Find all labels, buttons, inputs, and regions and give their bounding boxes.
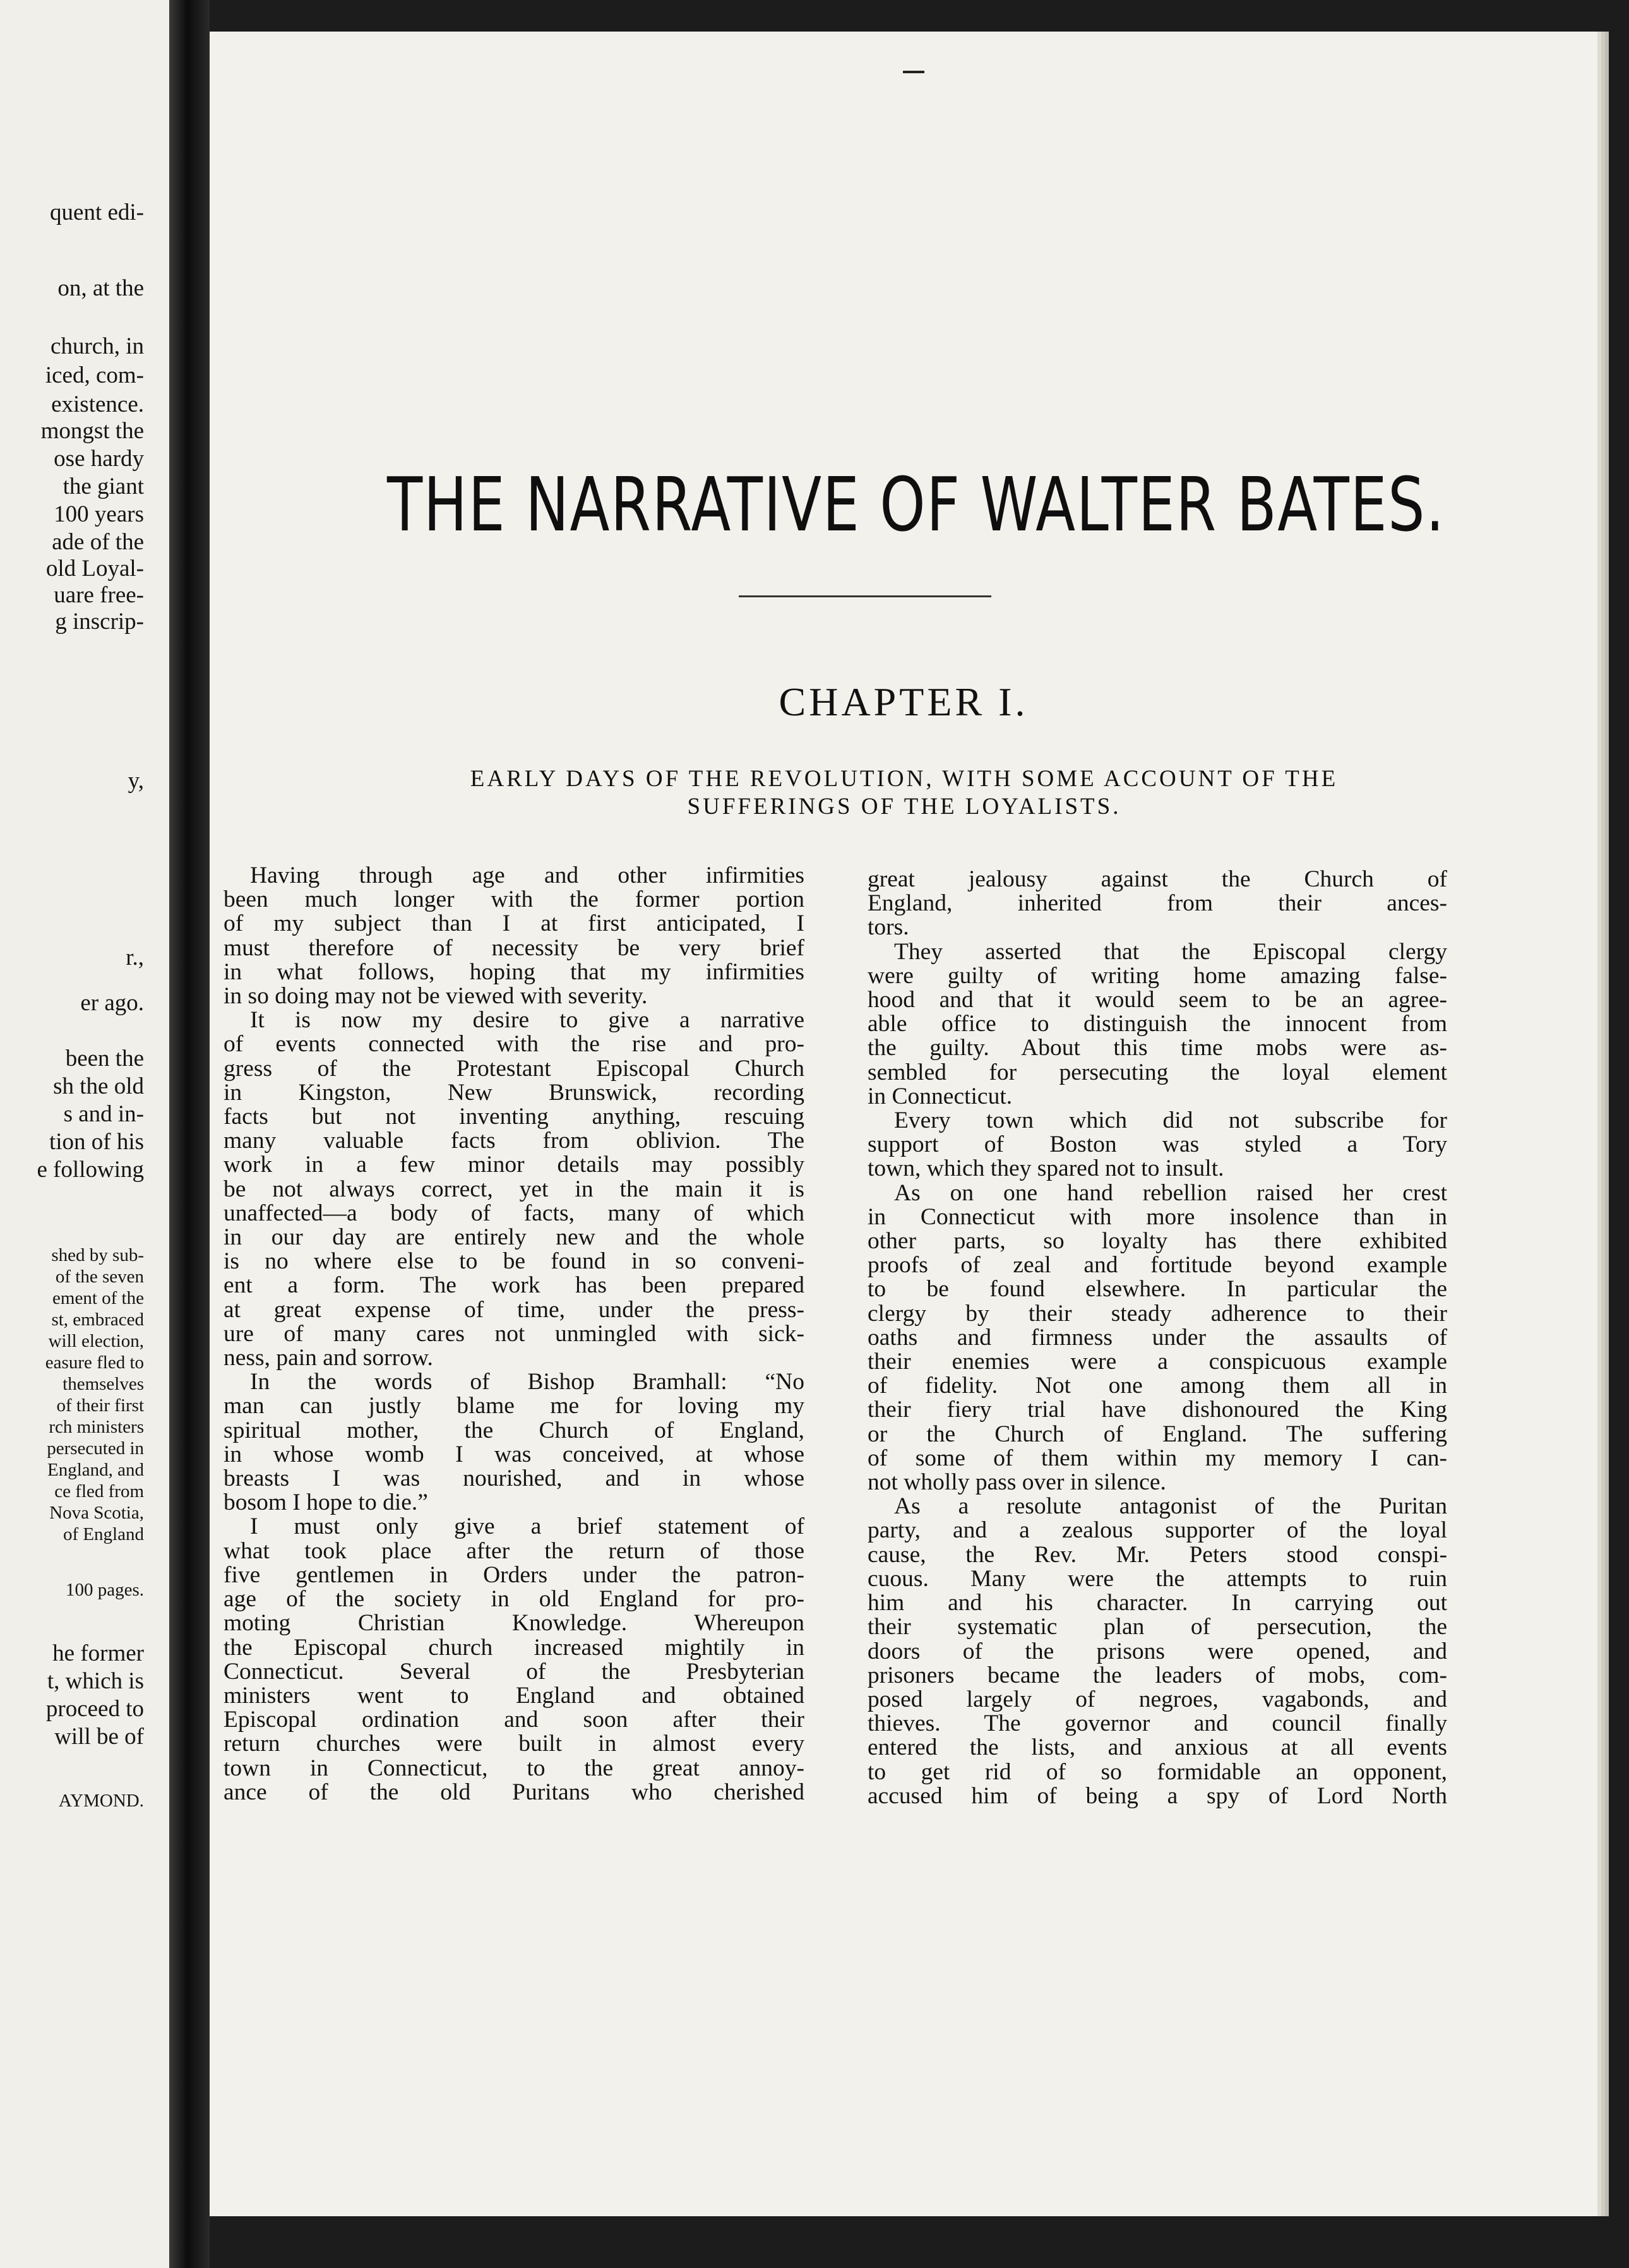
facing-page-line: mongst the: [40, 418, 144, 444]
facing-page-line: y,: [128, 768, 144, 794]
facing-page-line: England, and: [47, 1460, 144, 1480]
facing-page-line: 100 pages.: [65, 1580, 144, 1600]
column-text-line: other parts, so loyalty has there exhibited: [868, 1228, 1447, 1255]
column-text-line: prisoners became the leaders of mobs, com-: [868, 1662, 1447, 1688]
column-text-line: their enemies were a conspicuous example: [868, 1349, 1447, 1375]
column-text-line: man can justly blame me for loving my: [224, 1393, 804, 1419]
facing-page-line: ce fled from: [54, 1481, 144, 1501]
facing-page-line: been the: [65, 1046, 144, 1071]
book-binding-gutter: [169, 0, 210, 2268]
column-text-line: of my subject than I at first anticipated, I: [224, 910, 804, 937]
facing-page-line: g inscrip-: [55, 609, 144, 635]
column-text-line: oaths and firmness under the assaults of: [868, 1324, 1447, 1351]
title-divider: [739, 595, 991, 597]
column-text-line: support of Boston was styled a Tory: [868, 1131, 1447, 1158]
column-text-line: in our day are entirely new and the whole: [224, 1224, 804, 1251]
facing-page-line: AYMOND.: [58, 1791, 144, 1811]
column-text-line: of events connected with the rise and pro-: [224, 1031, 804, 1058]
chapter-heading: CHAPTER I.: [779, 679, 1029, 724]
column-text-line: in so doing may not be viewed with severity.: [224, 983, 648, 1010]
facing-page-line: shed by sub-: [51, 1245, 144, 1265]
facing-page-line: he former: [52, 1640, 144, 1666]
facing-page-line: ade of the: [52, 529, 144, 555]
column-text-line: ness, pain and sorrow.: [224, 1345, 433, 1371]
chapter-subtitle-line-1: EARLY DAYS OF THE REVOLUTION, WITH SOME ACCOUNT OF THE: [470, 766, 1339, 792]
column-text-line: been much longer with the former portion: [224, 886, 804, 913]
facing-page-line: Nova Scotia,: [49, 1503, 144, 1523]
column-text-line: breasts I was nourished, and in whose: [224, 1465, 804, 1492]
column-text-line: to be found elsewhere. In particular the: [868, 1276, 1447, 1303]
column-text-line: what took place after the return of those: [224, 1537, 804, 1564]
column-text-line: moting Christian Knowledge. Whereupon: [224, 1610, 804, 1637]
column-text-line: bosom I hope to die.”: [224, 1489, 428, 1516]
column-text-line: to get rid of so formidable an opponent,: [868, 1758, 1447, 1785]
facing-page-line: of the seven: [55, 1267, 144, 1287]
facing-page-line: themselves: [63, 1374, 144, 1394]
facing-page-line: existence.: [51, 391, 144, 417]
column-text-line: were guilty of writing home amazing false-: [868, 962, 1447, 989]
facing-page-line: old Loyal-: [45, 556, 144, 582]
text-column-left: [224, 864, 804, 1805]
book-page: [210, 32, 1597, 2216]
column-text-line: It is now my desire to give a narrative: [250, 1007, 804, 1034]
facing-page-fragment: [0, 0, 169, 2268]
column-text-line: the guilty. About this time mobs were as-: [868, 1035, 1447, 1061]
column-text-line: doors of the prisons were opened, and: [868, 1638, 1447, 1664]
column-text-line: posed largely of negroes, vagabonds, and: [868, 1686, 1447, 1712]
facing-page-line: easure fled to: [45, 1352, 144, 1373]
column-text-line: be not always correct, yet in the main it is: [224, 1176, 804, 1202]
facing-page-line: church, in: [51, 333, 144, 359]
column-text-line: in Connecticut.: [868, 1083, 1013, 1109]
facing-page-line: ement of the: [52, 1288, 144, 1308]
column-text-line: entered the lists, and anxious at all events: [868, 1734, 1447, 1761]
column-text-line: Every town which did not subscribe for: [894, 1107, 1447, 1134]
column-text-line: him and his character. In carrying out: [868, 1590, 1447, 1616]
column-text-line: of fidelity. Not one among them all in: [868, 1373, 1447, 1399]
column-text-line: accused him of being a spy of Lord North: [868, 1782, 1447, 1809]
column-text-line: proofs of zeal and fortitude beyond example: [868, 1252, 1447, 1279]
column-text-line: sembled for persecuting the loyal element: [868, 1059, 1447, 1085]
column-text-line: cause, the Rev. Mr. Peters stood conspi-: [868, 1541, 1447, 1568]
facing-page-line: quent edi-: [50, 200, 144, 225]
column-text-line: They asserted that the Episcopal clergy: [894, 938, 1447, 965]
column-text-line: In the words of Bishop Bramhall: “No: [250, 1369, 804, 1395]
text-column-right: [868, 868, 1447, 1808]
column-text-line: ent a form. The work has been prepared: [224, 1272, 804, 1299]
column-text-line: England, inherited from their ances-: [868, 890, 1447, 917]
facing-page-line: of their first: [56, 1395, 144, 1416]
column-text-line: party, and a zealous supporter of the loyal: [868, 1517, 1447, 1544]
chapter-subtitle: [273, 765, 1536, 821]
facing-page-line: r.,: [126, 945, 144, 970]
facing-page-line: st, embraced: [51, 1310, 144, 1330]
column-text-line: work in a few minor details may possibly: [224, 1152, 804, 1178]
column-text-line: hood and that it would seem to be an agree-: [868, 987, 1447, 1013]
facing-page-line: on, at the: [57, 275, 144, 301]
facing-page-line: will be of: [54, 1724, 144, 1750]
page-title: THE NARRATIVE OF WALTER BATES.: [387, 461, 1445, 548]
facing-page-line: rch ministers: [49, 1417, 144, 1437]
column-text-line: facts but not inventing anything, rescuing: [224, 1104, 804, 1130]
column-text-line: great jealousy against the Church of: [868, 866, 1447, 892]
facing-page-line: 100 years: [54, 501, 144, 527]
facing-page-line: sh the old: [53, 1073, 144, 1099]
chapter-subtitle-line-2: SUFFERINGS OF THE LOYALISTS.: [687, 794, 1121, 820]
column-text-line: of some of them within my memory I can-: [868, 1445, 1447, 1471]
column-text-line: able office to distinguish the innocent from: [868, 1011, 1447, 1037]
column-text-line: ministers went to England and obtained: [224, 1682, 804, 1709]
facing-page-line: er ago.: [80, 990, 144, 1016]
column-text-line: Episcopal ordination and soon after their: [224, 1707, 804, 1733]
column-text-line: in Connecticut with more insolence than in: [868, 1203, 1447, 1230]
column-text-line: the Episcopal church increased mightily in: [224, 1634, 804, 1661]
facing-page-line: iced, com-: [45, 362, 144, 388]
column-text-line: at great expense of time, under the press-: [224, 1296, 804, 1323]
column-text-line: in whose womb I was conceived, at whose: [224, 1441, 804, 1467]
column-text-line: is no where else to be found in so conveni-: [224, 1248, 804, 1275]
column-text-line: gress of the Protestant Episcopal Church: [224, 1055, 804, 1082]
column-text-line: their fiery trial have dishonoured the King: [868, 1397, 1447, 1423]
facing-page-line: the giant: [63, 474, 144, 499]
column-text-line: Having through age and other infirmities: [250, 862, 804, 888]
column-text-line: town in Connecticut, to the great annoy-: [224, 1755, 804, 1781]
column-text-line: clergy by their steady adherence to their: [868, 1300, 1447, 1327]
column-text-line: or the Church of England. The suffering: [868, 1421, 1447, 1447]
column-text-line: tors.: [868, 914, 909, 941]
column-text-line: As on one hand rebellion raised her crest: [894, 1179, 1447, 1206]
facing-page-line: e following: [37, 1157, 144, 1183]
column-text-line: not wholly pass over in silence.: [868, 1469, 1166, 1496]
facing-page-line: will election,: [48, 1331, 144, 1351]
facing-page-line: ose hardy: [54, 446, 144, 472]
facing-page-line: s and in-: [63, 1101, 144, 1127]
facing-page-line: tion of his: [49, 1129, 144, 1155]
column-text-line: must therefore of necessity be very brief: [224, 934, 804, 961]
facing-page-line: of England: [63, 1524, 144, 1544]
facing-page-line: uare free-: [54, 582, 144, 608]
column-text-line: thieves. The governor and council finally: [868, 1710, 1447, 1737]
column-text-line: five gentlemen in Orders under the patron-: [224, 1561, 804, 1588]
column-text-line: their systematic plan of persecution, the: [868, 1614, 1447, 1640]
page-mark: [903, 71, 924, 73]
column-text-line: many valuable facts from oblivion. The: [224, 1128, 804, 1154]
column-text-line: age of the society in old England for pro-: [224, 1586, 804, 1613]
column-text-line: I must only give a brief statement of: [250, 1513, 804, 1540]
facing-page-line: persecuted in: [47, 1438, 144, 1459]
column-text-line: ure of many cares not unmingled with sick-: [224, 1320, 804, 1347]
column-text-line: spiritual mother, the Church of England,: [224, 1417, 804, 1443]
column-text-line: Connecticut. Several of the Presbyterian: [224, 1658, 804, 1685]
column-text-line: As a resolute antagonist of the Puritan: [894, 1493, 1447, 1520]
column-text-line: ance of the old Puritans who cherished: [224, 1779, 804, 1805]
column-text-line: town, which they spared not to insult.: [868, 1155, 1224, 1182]
column-text-line: in what follows, hoping that my infirmities: [224, 958, 804, 985]
facing-page-line: proceed to: [45, 1696, 144, 1722]
column-text-line: in Kingston, New Brunswick, recording: [224, 1079, 804, 1106]
column-text-line: cuous. Many were the attempts to ruin: [868, 1565, 1447, 1592]
facing-page-line: t, which is: [47, 1668, 144, 1694]
column-text-line: unaffected—a body of facts, many of which: [224, 1200, 804, 1226]
column-text-line: return churches were built in almost every: [224, 1731, 804, 1757]
